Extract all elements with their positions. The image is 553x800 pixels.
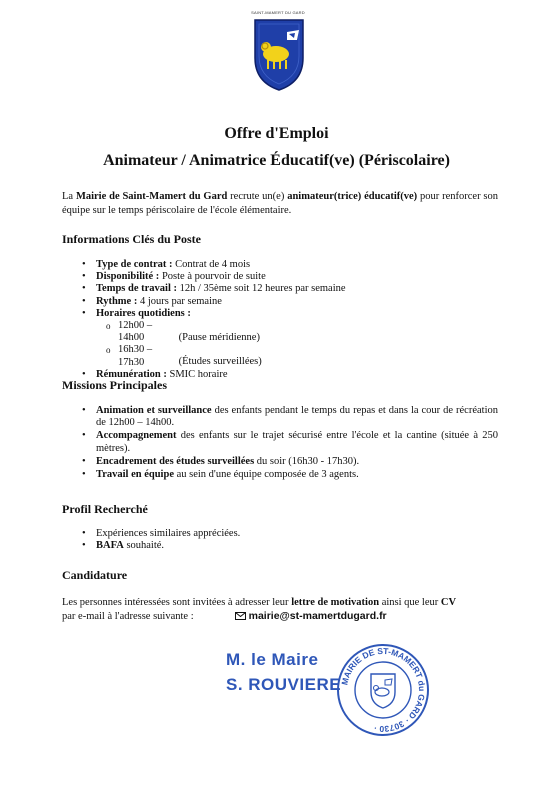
bullet-icon: • (82, 540, 86, 552)
bullet-icon: • (82, 469, 86, 481)
mission-text: des enfants sur le trajet sécurisé entre l'école et la cantine (située à 250 mètres). (96, 430, 498, 454)
bullet-icon: • (82, 271, 86, 283)
signature-title: M. le Maire (226, 650, 319, 669)
bullet-icon: • (82, 307, 86, 319)
mission-text: des enfants pendant le temps du repas et dans la cour de récréation de 12h00 – 14h00. (96, 405, 498, 429)
intro-paragraph (62, 190, 498, 217)
mission-bold: Travail en équipe (96, 469, 174, 481)
list-item (62, 405, 498, 429)
list-item (62, 430, 498, 454)
info-value: Poste à pourvoir de suite (159, 271, 266, 283)
hours-desc: (Études surveillées) (178, 356, 262, 368)
job-title: Animateur / Animatrice Éducatif(ve) (Périscolaire) (103, 152, 450, 169)
list-item (62, 283, 498, 295)
info-value: 4 jours par semaine (137, 295, 222, 307)
info-label: Disponibilité : (96, 271, 160, 283)
bullet-icon: • (82, 283, 86, 295)
section-heading-application: Candidature (62, 568, 128, 582)
application-text-1: Les personnes intéressées sont invitées à adresser leur (62, 597, 292, 608)
official-stamp (335, 642, 431, 738)
list-item (62, 296, 498, 308)
profile-text: souhaité. (123, 540, 165, 552)
mission-bold: Animation et surveillance (96, 405, 212, 416)
intro-bold-1: Mairie de Saint-Mamert du Gard (75, 191, 228, 202)
circle-bullet-icon: o (106, 321, 111, 332)
bullet-icon: • (82, 295, 86, 307)
application-bold-2: CV (440, 597, 457, 608)
profile-text: Expériences similaires appréciées. (96, 528, 241, 539)
list-item (62, 528, 498, 540)
mission-text: du soir (16h30 - 17h30). (254, 455, 360, 467)
application-email-row (62, 610, 498, 624)
info-label: Temps de travail : (96, 283, 177, 295)
document-title: Offre d'Emploi (224, 125, 329, 142)
email-link[interactable]: mairie@st-mamertdugard.fr (248, 609, 387, 622)
list-item (62, 456, 498, 468)
missions-list (62, 405, 498, 482)
sub-list-item (62, 344, 498, 368)
intro-text-3: pour renforcer son équipe sur le temps périscolaire de l'école élémentaire. (62, 191, 499, 216)
info-label: Horaires quotidiens : (96, 307, 191, 319)
signature-name: S. ROUVIERE (226, 675, 342, 694)
info-value: Contrat de 4 mois (172, 259, 251, 270)
hours-time: 16h30 – 17h30 (118, 344, 153, 368)
application-text-3: par e-mail à l'adresse suivante : (62, 610, 194, 622)
bullet-icon: • (82, 455, 86, 467)
section-heading-profile: Profil Recherché (62, 502, 148, 516)
mission-bold: Accompagnement (96, 430, 177, 442)
application-bold-1: lettre de motivation (291, 597, 380, 608)
section-heading-info: Informations Clés du Poste (62, 232, 202, 246)
mission-text: au sein d'une équipe composée de 3 agents. (173, 469, 359, 481)
info-label: Type de contrat : (96, 259, 173, 270)
list-item (62, 271, 498, 283)
hours-sublist (96, 320, 498, 369)
crest-caption: SAINT-MAMERT DU GARD (251, 10, 305, 15)
envelope-icon (235, 612, 246, 620)
bullet-icon: • (82, 528, 86, 539)
intro-text-2: recrute un(e) (227, 191, 288, 202)
bullet-icon: • (82, 259, 86, 270)
list-item (62, 259, 498, 271)
info-value: SMIC horaire (166, 368, 228, 380)
sub-list-item (62, 320, 498, 344)
bullet-icon: • (82, 405, 86, 416)
key-info-list (62, 259, 498, 381)
application-paragraph (62, 596, 498, 623)
circle-bullet-icon: o (106, 345, 111, 356)
info-label: Rythme : (96, 295, 138, 307)
list-item (62, 469, 498, 481)
application-text-2: ainsi que leur (379, 597, 441, 608)
info-value: 12h / 35ème soit 12 heures par semaine (177, 283, 346, 295)
mission-bold: Encadrement des études surveillées (96, 455, 255, 467)
profile-list (62, 528, 498, 552)
bullet-icon: • (82, 368, 86, 380)
section-heading-missions: Missions Principales (62, 378, 168, 392)
profile-bold: BAFA (96, 540, 124, 552)
list-item (62, 540, 498, 552)
intro-text-1: La (62, 191, 76, 202)
hours-desc: (Pause méridienne) (178, 332, 260, 344)
list-item (62, 308, 498, 369)
hours-time: 12h00 – 14h00 (118, 320, 153, 344)
info-label: Rémunération : (96, 368, 167, 380)
stamp-text: MAIRIE DE ST-MAMERT du GARD · 30730 · (339, 645, 428, 735)
coat-of-arms-logo (251, 10, 307, 92)
bullet-icon: • (82, 430, 86, 442)
intro-bold-2: animateur(trice) éducatif(ve) (287, 191, 418, 202)
